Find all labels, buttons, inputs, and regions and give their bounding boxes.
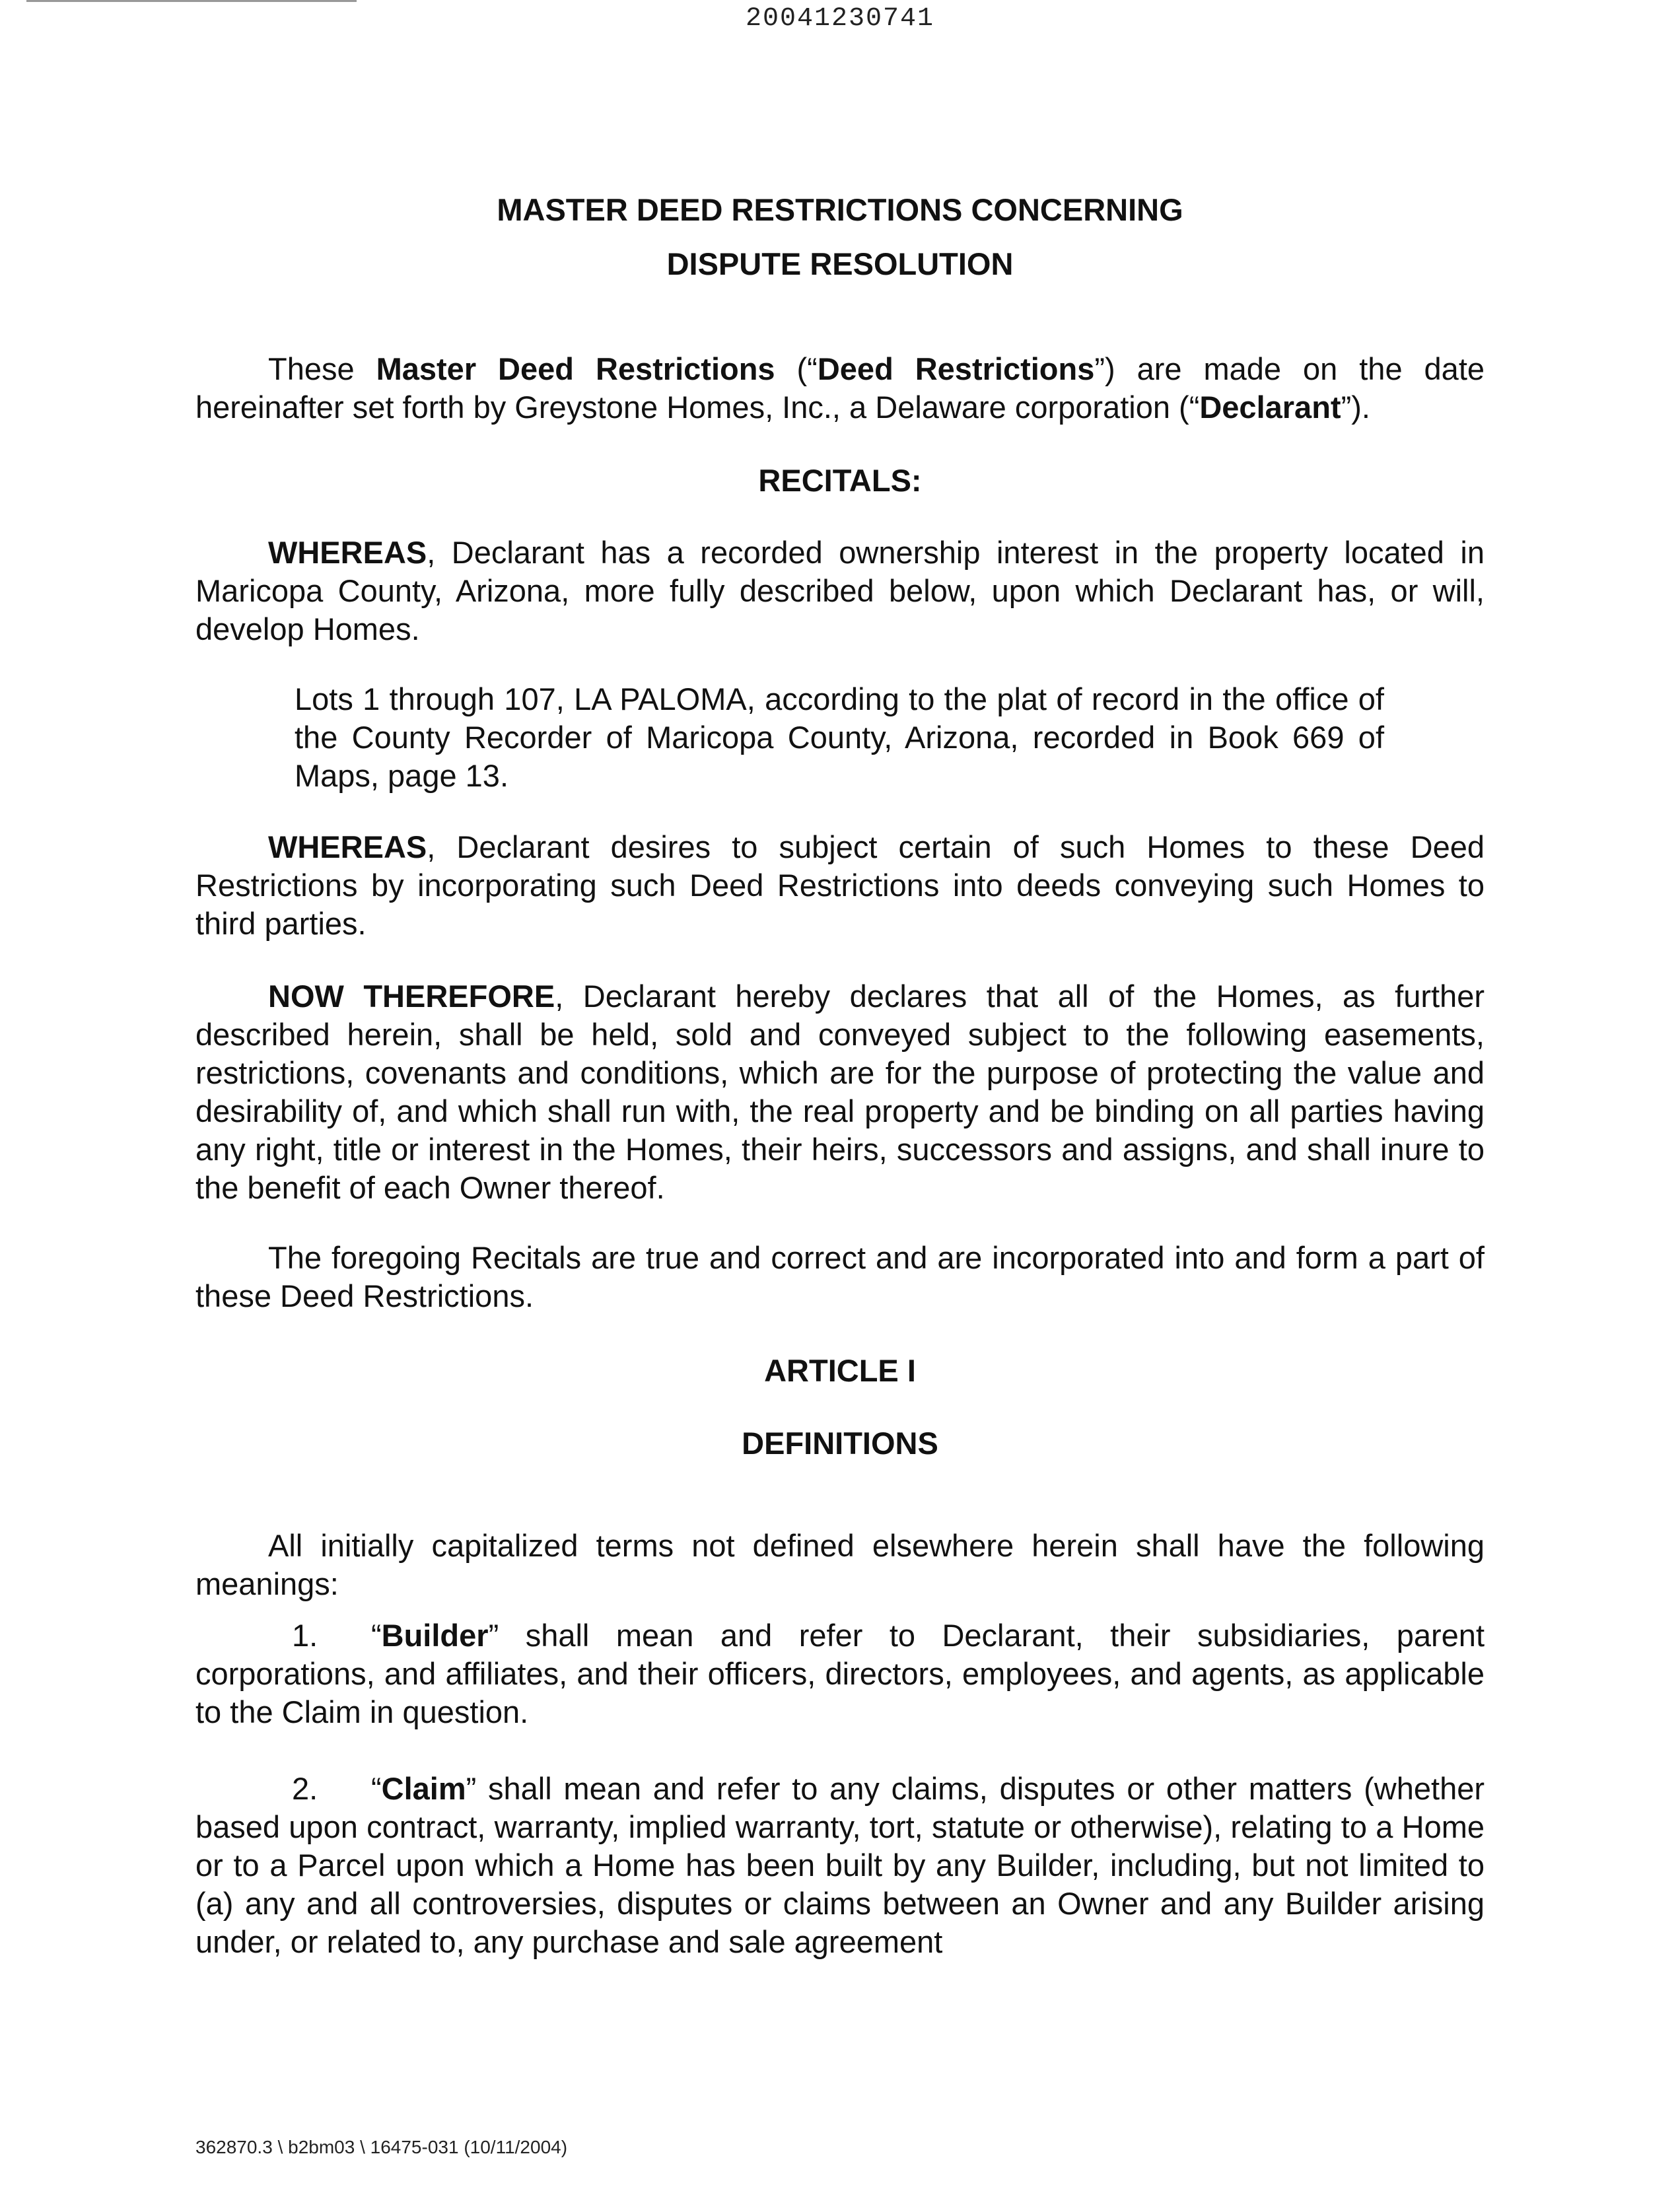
recitals-heading: RECITALS: bbox=[758, 463, 922, 498]
article-heading: ARTICLE I bbox=[764, 1353, 916, 1388]
title-line-2: DISPUTE RESOLUTION bbox=[666, 246, 1014, 281]
definition-number: 2. bbox=[292, 1771, 318, 1806]
title-line-1: MASTER DEED RESTRICTIONS CONCERNING bbox=[497, 192, 1183, 227]
whereas-paragraph-1: WHEREAS, Declarant has a recorded ownership interest in the property located in Maricopa County, Arizona, more fully described below, upon which Declarant has, or will, develop Homes. bbox=[195, 535, 1485, 646]
definitions-intro: All initially capitalized terms not defined elsewhere herein shall have the following meanings: bbox=[195, 1528, 1485, 1601]
intro-paragraph: These Master Deed Restrictions (“Deed Restrictions”) are made on the date hereinafter set forth by Greystone Homes, Inc., a Delaware corporation (“Declarant”). bbox=[195, 351, 1485, 425]
recording-number: 20041230741 bbox=[745, 4, 935, 34]
foregoing-paragraph: The foregoing Recitals are true and correct and are incorporated into and form a part of these Deed Restrictions. bbox=[195, 1240, 1485, 1313]
now-therefore-paragraph: NOW THEREFORE, Declarant hereby declares that all of the Homes, as further described herein, shall be held, sold and conveyed subject to the following easements, restrictions, covenants and conditions, which are for the purpose of protecting the value and desirability of, and which shall run with, the real property and be binding on all parties having any right, title or interest in the Homes, their heirs, successors and assigns, and shall inure to the benefit of each Owner thereof. bbox=[195, 979, 1485, 1205]
whereas-paragraph-2: WHEREAS, Declarant desires to subject certain of such Homes to these Deed Restrictions by incorporating such Deed Restrictions into deeds conveying such Homes to third parties. bbox=[195, 829, 1485, 941]
footer-doc-id: 362870.3 \ b2bm03 \ 16475-031 (10/11/2004) bbox=[195, 2137, 568, 2157]
definition-builder: 1. “Builder” shall mean and refer to Declarant, their subsidiaries, parent corporations, and affiliates, and their officers, directors, employees, and agents, as applicable to the Claim in question. bbox=[195, 1618, 1485, 1729]
definition-number: 1. bbox=[292, 1618, 318, 1653]
definition-claim: 2. “Claim” shall mean and refer to any claims, disputes or other matters (whether based upon contract, warranty, implied warranty, tort, statute or otherwise), relating to a Home or to a Parcel upon which a Home has been built by any Builder, including, but not limited to (a) any and all controversies, disputes or claims between an Owner and any Builder arising under, or related to, any purchase and sale agreement bbox=[195, 1771, 1485, 1959]
legal-description: Lots 1 through 107, LA PALOMA, according to the plat of record in the office of the County Recorder of Maricopa County, Arizona, recorded in Book 669 of Maps, page 13. bbox=[295, 681, 1384, 793]
definitions-heading: DEFINITIONS bbox=[742, 1426, 938, 1461]
